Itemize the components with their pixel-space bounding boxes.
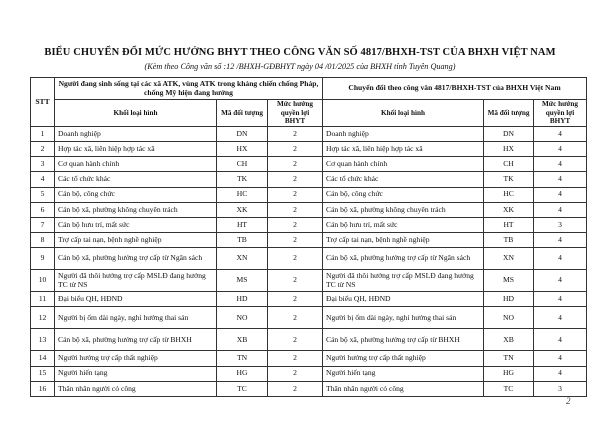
cell-left-type: Đại biểu QH, HĐND bbox=[55, 292, 217, 307]
cell-left-code: XN bbox=[217, 248, 268, 270]
cell-right-level: 4 bbox=[534, 351, 587, 366]
cell-right-type: Người đã thôi hưởng trợ cấp MSLĐ đang hưởng TC từ NS bbox=[323, 270, 484, 292]
cell-right-code: DN bbox=[484, 126, 534, 141]
table-row bbox=[31, 351, 587, 366]
cell-left-level: 2 bbox=[268, 292, 323, 307]
cell-stt: 5 bbox=[31, 187, 55, 202]
cell-left-type: Người đã thôi hưởng trợ cấp MSLĐ đang hưởng TC từ NS bbox=[55, 270, 217, 292]
cell-stt: 16 bbox=[31, 381, 55, 396]
cell-right-type: Cơ quan hành chính bbox=[323, 157, 484, 172]
cell-right-code: HT bbox=[484, 217, 534, 232]
table-row bbox=[31, 141, 587, 156]
cell-right-level: 4 bbox=[534, 329, 587, 351]
cell-left-type: Người hưởng trợ cấp thất nghiệp bbox=[55, 351, 217, 366]
cell-right-level: 4 bbox=[534, 233, 587, 248]
cell-left-type: Cán bộ xã, phường hưởng trợ cấp từ BHXH bbox=[55, 329, 217, 351]
cell-stt: 6 bbox=[31, 202, 55, 217]
table-row bbox=[31, 187, 587, 202]
cell-left-level: 2 bbox=[268, 381, 323, 396]
cell-left-level: 2 bbox=[268, 329, 323, 351]
cell-left-level: 2 bbox=[268, 366, 323, 381]
cell-right-level: 4 bbox=[534, 187, 587, 202]
cell-left-type: Trợ cấp tai nạn, bệnh nghề nghiệp bbox=[55, 233, 217, 248]
header-right-code: Mã đối tượng bbox=[484, 100, 534, 127]
cell-left-level: 2 bbox=[268, 270, 323, 292]
cell-left-level: 2 bbox=[268, 233, 323, 248]
cell-left-code: XK bbox=[217, 202, 268, 217]
document-subtitle: (Kèm theo Công văn số :12 /BHXH-GĐBHYT ngày 04 /01/2025 của BHXH tỉnh Tuyên Quang) bbox=[144, 62, 456, 71]
header-left-code: Mã đối tượng bbox=[217, 100, 268, 127]
cell-right-code: XB bbox=[484, 329, 534, 351]
cell-left-level: 2 bbox=[268, 202, 323, 217]
cell-left-code: DN bbox=[217, 126, 268, 141]
cell-left-type: Doanh nghiệp bbox=[55, 126, 217, 141]
cell-left-type: Người bị ốm dài ngày, nghỉ hưởng thai sản bbox=[55, 307, 217, 329]
table-row bbox=[31, 292, 587, 307]
cell-stt: 7 bbox=[31, 217, 55, 232]
cell-right-code: CH bbox=[484, 157, 534, 172]
cell-right-type: Người hiến tạng bbox=[323, 366, 484, 381]
cell-left-level: 2 bbox=[268, 157, 323, 172]
header-stt: STT bbox=[31, 78, 55, 127]
cell-stt: 13 bbox=[31, 329, 55, 351]
cell-stt: 1 bbox=[31, 126, 55, 141]
cell-left-code: HD bbox=[217, 292, 268, 307]
cell-right-level: 4 bbox=[534, 141, 587, 156]
cell-stt: 11 bbox=[31, 292, 55, 307]
cell-left-type: Cơ quan hành chính bbox=[55, 157, 217, 172]
cell-left-type: Thân nhân người có công bbox=[55, 381, 217, 396]
table-row bbox=[31, 270, 587, 292]
cell-right-level: 4 bbox=[534, 172, 587, 187]
cell-right-type: Người bị ốm dài ngày, nghỉ hưởng thai sản bbox=[323, 307, 484, 329]
cell-stt: 14 bbox=[31, 351, 55, 366]
cell-left-code: TN bbox=[217, 351, 268, 366]
cell-stt: 3 bbox=[31, 157, 55, 172]
cell-right-code: TK bbox=[484, 172, 534, 187]
cell-stt: 9 bbox=[31, 248, 55, 270]
cell-right-level: 4 bbox=[534, 307, 587, 329]
cell-left-level: 2 bbox=[268, 172, 323, 187]
cell-right-level: 4 bbox=[534, 366, 587, 381]
header-left-group: Người đang sinh sống tại các xã ATK, vùng ATK trong kháng chiến chống Pháp, chống Mỹ hiện đang hưởng bbox=[55, 78, 323, 100]
cell-right-code: HC bbox=[484, 187, 534, 202]
cell-right-code: HX bbox=[484, 141, 534, 156]
cell-left-code: HC bbox=[217, 187, 268, 202]
cell-right-type: Trợ cấp tai nạn, bệnh nghề nghiệp bbox=[323, 233, 484, 248]
cell-right-level: 4 bbox=[534, 248, 587, 270]
table-body bbox=[31, 126, 587, 396]
cell-right-type: Cán bộ xã, phường hưởng trợ cấp từ Ngân sách bbox=[323, 248, 484, 270]
cell-left-code: HT bbox=[217, 217, 268, 232]
conversion-table bbox=[30, 77, 587, 397]
header-right-level: Mức hưởng quyền lợi BHYT bbox=[534, 100, 587, 127]
cell-right-type: Người hưởng trợ cấp thất nghiệp bbox=[323, 351, 484, 366]
cell-left-type: Cán bộ xã, phường không chuyên trách bbox=[55, 202, 217, 217]
table-row bbox=[31, 217, 587, 232]
cell-left-type: Cán bộ hưu trí, mất sức bbox=[55, 217, 217, 232]
cell-stt: 2 bbox=[31, 141, 55, 156]
cell-left-code: TK bbox=[217, 172, 268, 187]
cell-left-level: 2 bbox=[268, 141, 323, 156]
cell-right-level: 3 bbox=[534, 381, 587, 396]
table-row bbox=[31, 366, 587, 381]
cell-right-code: XK bbox=[484, 202, 534, 217]
cell-right-type: Doanh nghiệp bbox=[323, 126, 484, 141]
table-row bbox=[31, 248, 587, 270]
cell-right-level: 4 bbox=[534, 270, 587, 292]
cell-right-code: HG bbox=[484, 366, 534, 381]
document-title: BIỂU CHUYỂN ĐỔI MỨC HƯỞNG BHYT THEO CÔNG VĂN SỐ 4817/BHXH-TST CỦA BHXH VIỆT NAM bbox=[44, 47, 556, 58]
cell-left-code: TC bbox=[217, 381, 268, 396]
cell-left-code: MS bbox=[217, 270, 268, 292]
cell-left-code: CH bbox=[217, 157, 268, 172]
cell-left-level: 2 bbox=[268, 307, 323, 329]
cell-right-code: TN bbox=[484, 351, 534, 366]
cell-stt: 8 bbox=[31, 233, 55, 248]
table-row bbox=[31, 329, 587, 351]
cell-right-level: 4 bbox=[534, 126, 587, 141]
cell-right-type: Cán bộ, công chức bbox=[323, 187, 484, 202]
cell-stt: 12 bbox=[31, 307, 55, 329]
cell-stt: 4 bbox=[31, 172, 55, 187]
header-left-level: Mức hưởng quyền lợi BHYT bbox=[268, 100, 323, 127]
cell-right-type: Cán bộ xã, phường hưởng trợ cấp từ BHXH bbox=[323, 329, 484, 351]
cell-left-level: 2 bbox=[268, 248, 323, 270]
cell-right-type: Đại biểu QH, HĐND bbox=[323, 292, 484, 307]
cell-left-code: XB bbox=[217, 329, 268, 351]
cell-right-code: TC bbox=[484, 381, 534, 396]
cell-right-level: 4 bbox=[534, 292, 587, 307]
header-left-type: Khối loại hình bbox=[55, 100, 217, 127]
table-row bbox=[31, 202, 587, 217]
cell-right-type: Các tổ chức khác bbox=[323, 172, 484, 187]
cell-left-code: NO bbox=[217, 307, 268, 329]
cell-left-level: 2 bbox=[268, 126, 323, 141]
cell-left-code: HX bbox=[217, 141, 268, 156]
table-row bbox=[31, 172, 587, 187]
table-row bbox=[31, 381, 587, 396]
cell-right-level: 3 bbox=[534, 217, 587, 232]
header-right-group: Chuyển đổi theo công văn 4817/BHXH-TST của BHXH Việt Nam bbox=[323, 78, 587, 100]
cell-right-level: 4 bbox=[534, 202, 587, 217]
header-right-type: Khối loại hình bbox=[323, 100, 484, 127]
cell-right-level: 4 bbox=[534, 157, 587, 172]
cell-left-code: HG bbox=[217, 366, 268, 381]
cell-stt: 15 bbox=[31, 366, 55, 381]
cell-left-type: Cán bộ, công chức bbox=[55, 187, 217, 202]
table-row bbox=[31, 126, 587, 141]
cell-right-code: XN bbox=[484, 248, 534, 270]
cell-left-type: Cán bộ xã, phường hưởng trợ cấp từ Ngân sách bbox=[55, 248, 217, 270]
cell-right-type: Cán bộ xã, phường không chuyên trách bbox=[323, 202, 484, 217]
table-row bbox=[31, 233, 587, 248]
cell-left-level: 2 bbox=[268, 187, 323, 202]
cell-right-code: TB bbox=[484, 233, 534, 248]
cell-right-code: HD bbox=[484, 292, 534, 307]
cell-left-level: 2 bbox=[268, 217, 323, 232]
cell-right-type: Cán bộ hưu trí, mất sức bbox=[323, 217, 484, 232]
cell-stt: 10 bbox=[31, 270, 55, 292]
page-mark: 2 bbox=[566, 396, 571, 406]
cell-left-code: TB bbox=[217, 233, 268, 248]
cell-right-code: MS bbox=[484, 270, 534, 292]
cell-right-type: Thân nhân người có công bbox=[323, 381, 484, 396]
cell-left-type: Các tổ chức khác bbox=[55, 172, 217, 187]
cell-right-type: Hợp tác xã, liên hiệp hợp tác xã bbox=[323, 141, 484, 156]
cell-left-type: Người hiến tạng bbox=[55, 366, 217, 381]
table-row bbox=[31, 307, 587, 329]
table-row bbox=[31, 157, 587, 172]
cell-right-code: NO bbox=[484, 307, 534, 329]
cell-left-level: 2 bbox=[268, 351, 323, 366]
cell-left-type: Hợp tác xã, liên hiệp hợp tác xã bbox=[55, 141, 217, 156]
